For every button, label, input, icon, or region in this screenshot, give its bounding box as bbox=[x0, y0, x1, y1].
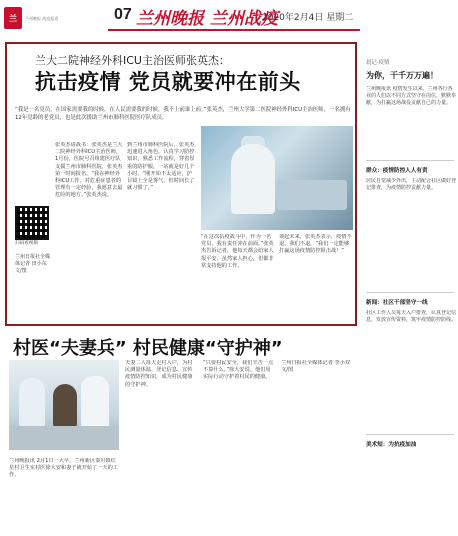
article-byline: 兰州日报社全媒体记者 田小东 文/图 bbox=[15, 254, 51, 274]
desk-figure bbox=[9, 426, 119, 450]
main-article[interactable] bbox=[5, 42, 357, 326]
right-text-1: 兰州晚报讯 疫情发生以来，兰州各行各业的人们以不同方式坚守在岗位，默默奉献，为打赢这场战役贡献自己的力量。 bbox=[366, 86, 456, 106]
article-photo bbox=[201, 126, 353, 230]
article-headline: 抗击疫情 党员就要冲在前头 bbox=[35, 70, 301, 94]
article-column-2: 到兰州市肺科医院后，张英杰迅速进入角色，认真学习防控知识，熟悉工作流程，穿着厚重的防护服，一站就是好几个小时。“刚开始不太适应，护目镜上全是雾气，但时间长了就习惯了。” bbox=[127, 142, 195, 192]
bed-figure bbox=[277, 180, 347, 210]
right-subhead-3: 美术短：为抗疫加油 bbox=[366, 442, 417, 448]
second-column-3: “只要村民安全，我们辛苦一点不算什么。”徐大安说。他们用实际行动守护着村民的健康。 bbox=[203, 360, 274, 381]
right-title: 为你，干千万万遍！ bbox=[366, 71, 438, 80]
logo-caption: 兰州晚报 战疫报道 bbox=[25, 15, 59, 21]
header-rule bbox=[108, 29, 360, 31]
qr-label: 扫码看视频 bbox=[15, 241, 38, 246]
qr-code-icon[interactable] bbox=[15, 206, 49, 240]
qr-block[interactable] bbox=[15, 206, 51, 247]
second-photo bbox=[9, 360, 119, 450]
second-column-4: 兰州日报社全媒体记者 李小双 文/图 bbox=[281, 360, 351, 374]
newspaper-logo bbox=[4, 4, 60, 32]
article-lead: “我是一名党员，在国家需要我的时候，在人民需要我的时候，我不上前谁上前。”张英杰，兰州大学第二医院神经外科ICU主治医师，一名拥有12年党龄的老党员，也是此次援助兰州市肺科医院医疗队成员。 bbox=[15, 107, 351, 121]
divider bbox=[366, 434, 454, 435]
doctor-figure bbox=[231, 144, 275, 214]
article-column-3: “在这次抗疫战斗中，作为一名党员，我有责任冲在前面。”张英杰告诉记者，他每天都会给家人报平安，虽然家人担心，但都非常支持他的工作。 bbox=[201, 234, 274, 269]
publication-date: 2020年2月4日 星期二 bbox=[262, 13, 354, 23]
right-text-2: 居民自觉减少外出，主动配合社区做好登记排查，为疫情防控贡献力量。 bbox=[366, 178, 456, 191]
right-subhead-1: 群众：疫情防控人人有责 bbox=[366, 168, 428, 174]
right-sidebar bbox=[362, 0, 458, 536]
page-number: 07 bbox=[114, 6, 132, 23]
doctor-figure bbox=[53, 384, 77, 428]
right-subhead-2: 新闻：社区干部坚守一线 bbox=[366, 300, 428, 306]
right-section-label: 晨记·疫情 bbox=[366, 60, 390, 66]
villager-figure bbox=[19, 378, 45, 428]
photo-caption: 张英杰在隔离病房工作 bbox=[125, 220, 171, 225]
second-article[interactable] bbox=[5, 334, 357, 534]
divider bbox=[366, 160, 454, 161]
article-subtitle: 兰大二院神经外科ICU主治医师张英杰： bbox=[35, 54, 230, 67]
divider bbox=[366, 292, 454, 293]
paper-name: 兰州晚报 兰州战疫 bbox=[136, 9, 278, 29]
logo-icon: 兰 bbox=[4, 7, 22, 29]
article-column-1: 张英杰请战书：张英杰是兰大二院神经外科ICU主治医师，1月份，医院号召组建医疗队支援兰州市肺科医院，张英杰第一时间报名。“我在神经外科ICU工作，对危重症患者的管理有一定经验，我愿意去最危险的地方。”张英杰说。 bbox=[55, 142, 123, 199]
second-column-2: 夫妻二人每天走村入户，为村民测量体温、登记信息、宣传疫情防控知识，成为村民健康的守护神。 bbox=[125, 360, 193, 388]
second-headline: 村医“夫妻兵” 村民健康“守护神” bbox=[13, 338, 283, 359]
second-column-1: 兰州晚报讯 2月1日一大早，兰州新区秦川镇红星村卫生室村医徐大安和妻子就开始了一天的工作。 bbox=[9, 458, 118, 479]
article-column-4: 谈起未来，张英杰表示，疫情不退，我们不退。“我们一定能够打赢这场疫情防控阻击战！” bbox=[279, 234, 352, 255]
right-text-3: 社区工作人员每天入户排查，认真登记信息，发放宣传资料，筑牢疫情防控防线。 bbox=[366, 310, 456, 323]
